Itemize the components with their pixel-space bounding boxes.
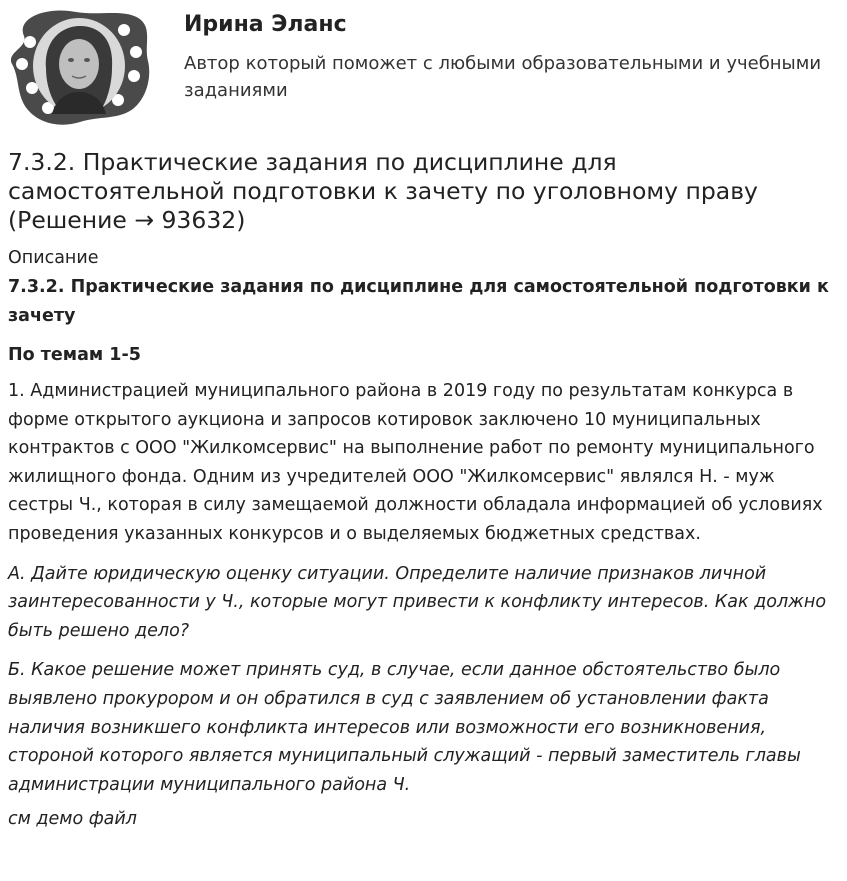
demo-file-note: см демо файл xyxy=(8,809,137,830)
question-a-text: А. Дайте юридическую оценку ситуации. Определите наличие признаков личной заинтересованности у Ч., которые могут привести к конфликту интересов. Как должно быть решено дело? xyxy=(8,563,827,641)
question-b-text: Б. Какое решение может принять суд, в случае, если данное обстоятельство было выявлено прокурором и он обратился в суд с заявлением об установлении факта наличия возникшего конфликта интересов или возможности его возникновения, стороной которого является муниципальный служащий - первый заместитель главы администрации муниципального района Ч. xyxy=(8,660,801,795)
document-heading: 7.3.2. Практические задания по дисциплине для самостоятельной подготовки к зачету xyxy=(8,277,829,326)
author-avatar xyxy=(6,6,152,126)
document-content xyxy=(8,148,840,830)
author-name: Ирина Эланс xyxy=(184,12,347,37)
page-title: 7.3.2. Практические задания по дисциплине для самостоятельной подготовки к зачету по уголовному праву (Решение → 93632) xyxy=(8,148,758,234)
topics-heading: По темам 1-5 xyxy=(8,345,141,365)
task-1-text: 1. Администрацией муниципального района в 2019 году по результатам конкурса в форме открытого аукциона и запросов котировок заключено 10 муниципальных контрактов с ООО "Жилкомсервис" на выполнение работ по ремонту муниципального жилищного фонда. Одним из учредителей ООО "Жилкомсервис" являлся Н. - муж сестры Ч., которая в силу замещаемой должности обладала информацией об условиях проведения указанных конкурсов и о выделяемых бюджетных средствах. xyxy=(8,381,823,544)
description-label: Описание xyxy=(8,248,99,268)
author-card xyxy=(0,0,847,130)
author-description: Автор который поможет с любыми образовательными и учебными заданиями xyxy=(184,53,822,101)
